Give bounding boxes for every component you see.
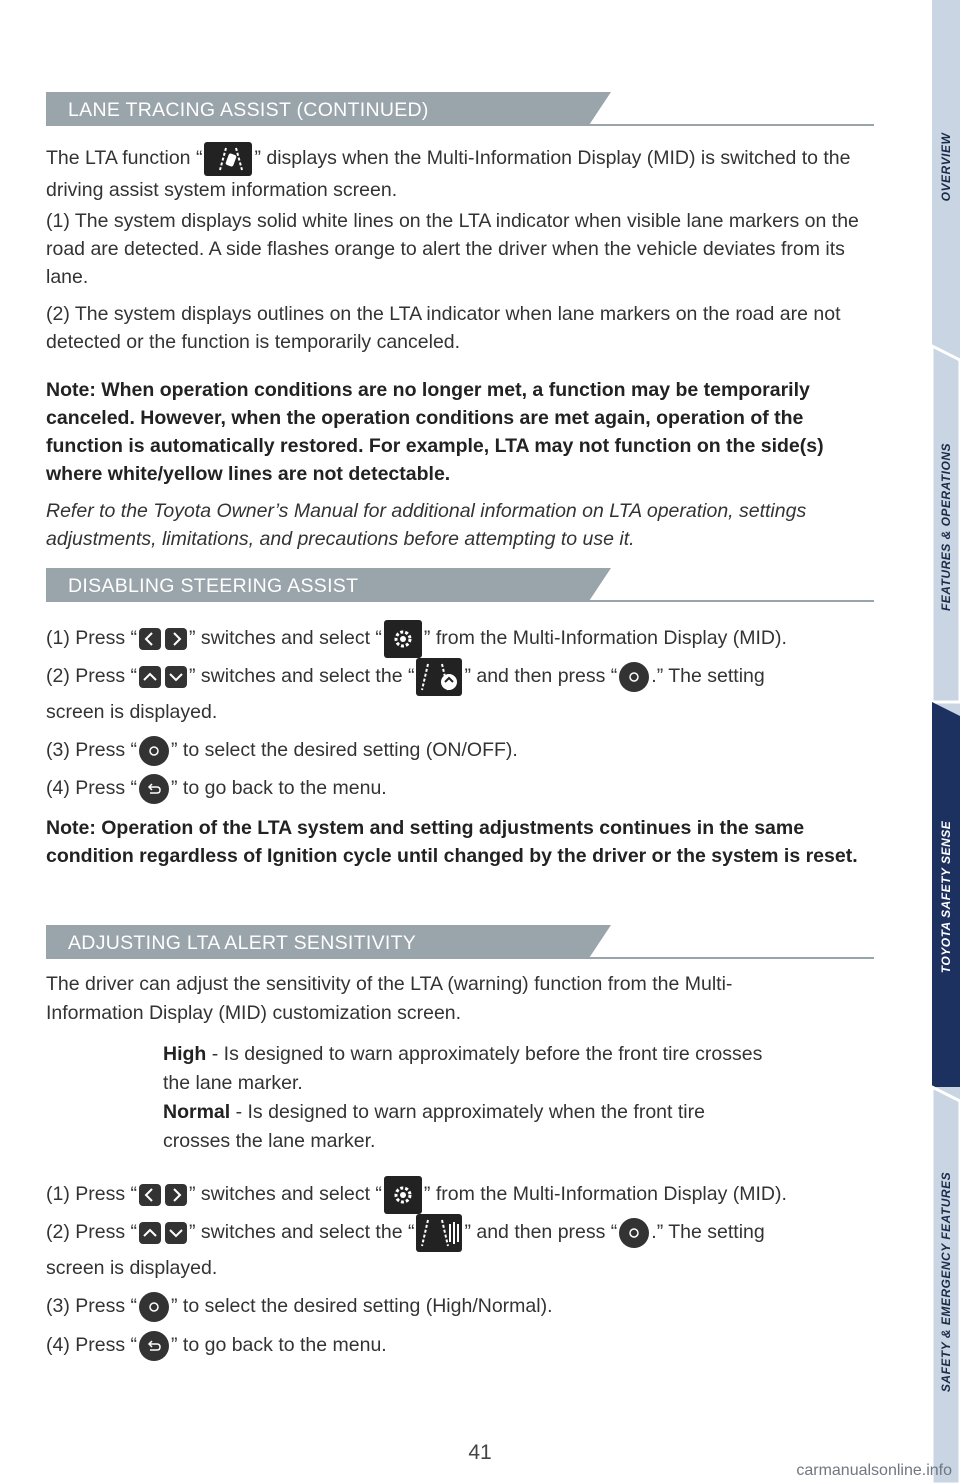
section-title: LANE TRACING ASSIST (CONTINUED) — [68, 99, 429, 121]
disable-step-2 — [46, 658, 881, 696]
text: ” to go back to the menu. — [171, 1334, 387, 1357]
text: ” switches and select “ — [189, 627, 382, 650]
left-arrow-icon — [139, 628, 161, 650]
text: .” The setting — [651, 665, 765, 688]
disable-step-4 — [46, 774, 881, 804]
down-arrow-icon — [165, 666, 187, 688]
ok-button-icon — [619, 662, 649, 692]
tab-toyota-safety-sense[interactable]: TOYOTA SAFETY SENSE — [939, 820, 953, 974]
section-banner-lta-continued — [46, 92, 874, 126]
ok-button-icon — [139, 1292, 169, 1322]
text: (4) Press “ — [46, 1334, 138, 1357]
disable-step-1 — [46, 620, 881, 658]
sensitivity-intro: The driver can adjust the sensitivity of the LTA (warning) function from the Multi-Information Display (MID) customization screen. — [46, 973, 733, 1024]
text: ” switches and select the “ — [189, 665, 415, 688]
back-button-icon — [139, 774, 169, 804]
down-arrow-icon — [165, 1222, 187, 1244]
left-arrow-icon — [139, 1184, 161, 1206]
up-arrow-icon — [139, 666, 161, 688]
text: ” and then press “ — [464, 665, 618, 688]
sensitivity-step-4 — [46, 1331, 881, 1361]
text: (2) Press “ — [46, 1221, 138, 1244]
sensitivity-step-2 — [46, 1214, 881, 1252]
lta-refer: Refer to the Toyota Owner’s Manual for additional information on LTA operation, settings adjustments, limitations, and precautions before attempting to use it. — [46, 500, 807, 550]
text: (2) Press “ — [46, 665, 138, 688]
text: - Is designed to warn approximately when the front tire crosses the lane marker. — [163, 1101, 705, 1152]
ok-button-icon — [139, 736, 169, 766]
text: (3) Press “ — [46, 1295, 138, 1318]
watermark: carmanualsonline.info — [796, 1462, 952, 1479]
right-arrow-icon — [165, 1184, 187, 1206]
text: ” switches and select the “ — [189, 1221, 415, 1244]
sensitivity-normal — [163, 1098, 763, 1156]
back-button-icon — [139, 1331, 169, 1361]
gear-icon — [384, 620, 422, 658]
sensitivity-high — [163, 1040, 763, 1098]
text: (1) Press “ — [46, 627, 138, 650]
disable-step-2-cont: screen is displayed. — [46, 701, 218, 723]
text: The LTA function “ — [46, 147, 203, 170]
section-title: DISABLING STEERING ASSIST — [68, 575, 359, 597]
sensitivity-step-1 — [46, 1176, 881, 1214]
lta-paragraph-2: (2) The system displays outlines on the LTA indicator when lane markers on the road are not detected or the function is temporarily canceled. — [46, 303, 841, 353]
text: ” and then press “ — [464, 1221, 618, 1244]
text: Normal — [163, 1101, 231, 1123]
text: (4) Press “ — [46, 777, 138, 800]
page-number: 41 — [468, 1441, 492, 1464]
section-title: ADJUSTING LTA ALERT SENSITIVITY — [68, 932, 417, 954]
text: - Is designed to warn approximately before the front tire crosses the lane marker. — [163, 1043, 763, 1094]
ok-button-icon — [619, 1218, 649, 1248]
text: ” displays when the Multi-Information Display (MID) is switched to the driving assist system information screen. — [46, 147, 851, 201]
text: (1) Press “ — [46, 1183, 138, 1206]
lta-icon — [204, 142, 252, 176]
text: ” switches and select “ — [189, 1183, 382, 1206]
lta-paragraph-1: (1) The system displays solid white lines on the LTA indicator when visible lane markers on the road are detected. A side flashes orange to alert the driver when the vehicle deviates from its lane. — [46, 210, 859, 288]
lta-note: Note: When operation conditions are no longer met, a function may be temporarily canceled. However, when the operation conditions are met again, operation of the function is automatically restored. For example, LTA may not function on the side(s) where white/yellow lines are not detectable. — [46, 379, 824, 485]
section-banner-disabling — [46, 568, 874, 602]
tab-overview[interactable]: OVERVIEW — [939, 132, 953, 202]
text: ” from the Multi-Information Display (MID). — [423, 1183, 787, 1206]
section-banner-sensitivity — [46, 925, 874, 959]
text: ” to select the desired setting (ON/OFF). — [171, 739, 518, 762]
lta-function-paragraph — [46, 142, 881, 204]
text: High — [163, 1043, 207, 1065]
right-arrow-icon — [165, 628, 187, 650]
sensitivity-step-3 — [46, 1292, 881, 1322]
lta-settings-icon — [416, 658, 462, 696]
text: .” The setting — [651, 1221, 765, 1244]
gear-icon — [384, 1176, 422, 1214]
text: ” to go back to the menu. — [171, 777, 387, 800]
up-arrow-icon — [139, 1222, 161, 1244]
disable-note: Note: Operation of the LTA system and setting adjustments continues in the same condition regardless of Ignition cycle until changed by the driver or the system is reset. — [46, 817, 858, 867]
disable-step-3 — [46, 736, 881, 766]
text: ” to select the desired setting (High/Normal). — [171, 1295, 553, 1318]
tab-safety-emergency-features[interactable]: SAFETY & EMERGENCY FEATURES — [939, 1171, 953, 1393]
text: (3) Press “ — [46, 739, 138, 762]
lta-sensitivity-icon — [416, 1214, 462, 1252]
sensitivity-step-2-cont: screen is displayed. — [46, 1257, 218, 1279]
text: ” from the Multi-Information Display (MID). — [423, 627, 787, 650]
tab-features-operations[interactable]: FEATURES & OPERATIONS — [939, 442, 953, 612]
